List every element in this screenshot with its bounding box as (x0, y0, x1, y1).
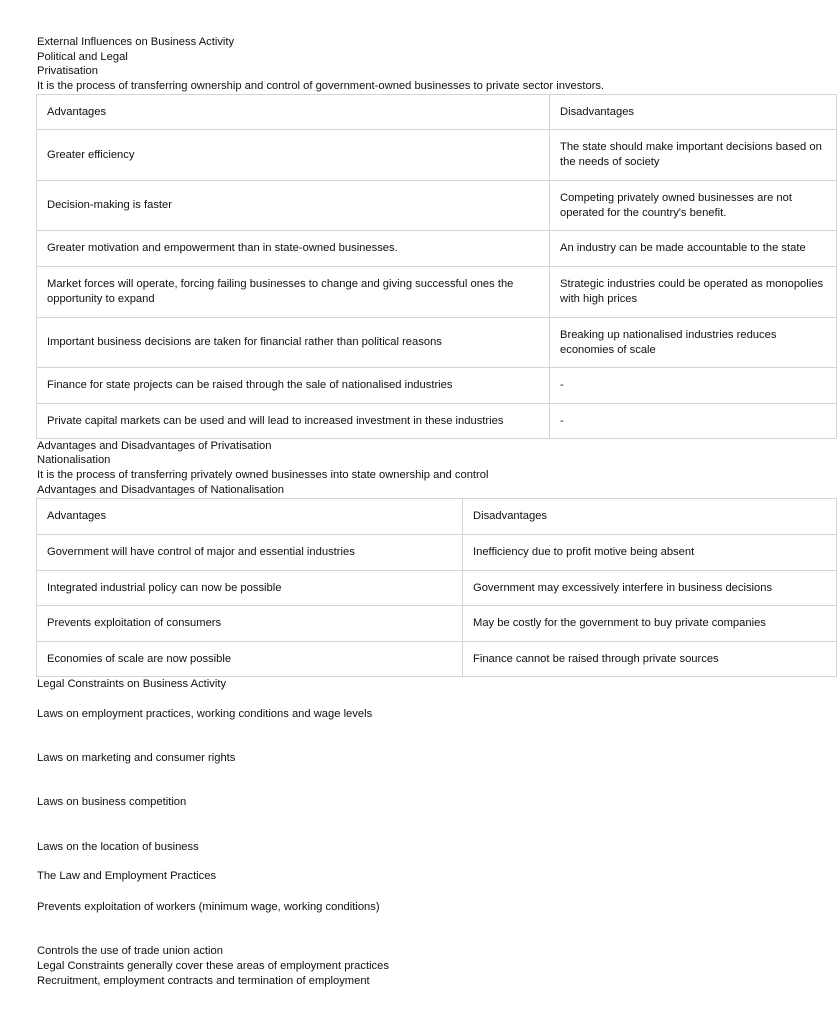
table-row (37, 535, 837, 571)
header-cell-advantages: Advantages (37, 95, 550, 130)
table-row (37, 368, 837, 404)
advantage-cell: Government will have control of major and essential industries (37, 535, 463, 571)
disadvantage-cell: - (550, 404, 837, 439)
advantage-cell: Market forces will operate, forcing failing businesses to change and giving successful ones the opportunity to expand (37, 267, 550, 318)
disadvantage-cell: - (550, 368, 837, 404)
table-header-row (37, 499, 837, 535)
legal-constraints-heading: Legal Constraints on Business Activity (37, 678, 227, 690)
employment-item: Controls the use of trade union action (37, 945, 223, 957)
table-row (37, 606, 837, 642)
table-row (37, 318, 837, 368)
table-row (37, 130, 837, 181)
legal-item: Laws on business competition (37, 796, 187, 808)
advantage-cell: Greater motivation and empowerment than in state-owned businesses. (37, 231, 550, 267)
header-cell-advantages: Advantages (37, 499, 463, 535)
disadvantage-cell: The state should make important decisions based on the needs of society (550, 130, 837, 181)
disadvantage-cell: Competing privately owned businesses are not operated for the country's benefit. (550, 181, 837, 231)
legal-item: Laws on the location of business (37, 841, 199, 853)
privatisation-definition: It is the process of transferring ownership and control of government-owned businesses to private sector investors. (37, 80, 605, 92)
table-row (37, 642, 837, 677)
disadvantage-cell: Government may excessively interfere in business decisions (463, 571, 837, 606)
legal-item: Laws on employment practices, working conditions and wage levels (37, 708, 373, 720)
privatisation-table-caption: Advantages and Disadvantages of Privatisation (37, 440, 272, 452)
disadvantage-cell: May be costly for the government to buy private companies (463, 606, 837, 642)
advantage-cell: Integrated industrial policy can now be possible (37, 571, 463, 606)
disadvantage-cell: Breaking up nationalised industries reduces economies of scale (550, 318, 837, 368)
privatisation-table (36, 94, 837, 439)
header-cell-disadvantages: Disadvantages (463, 499, 837, 535)
nationalisation-definition: It is the process of transferring privately owned businesses into state ownership and control (37, 469, 489, 481)
advantage-cell: Important business decisions are taken for financial rather than political reasons (37, 318, 550, 368)
section-heading: Political and Legal (37, 51, 128, 63)
legal-item: Laws on marketing and consumer rights (37, 752, 236, 764)
nationalisation-table-caption: Advantages and Disadvantages of Nationalisation (37, 484, 284, 496)
table-row (37, 571, 837, 606)
employment-practices-heading: The Law and Employment Practices (37, 870, 217, 882)
table-row (37, 404, 837, 439)
advantage-cell: Private capital markets can be used and will lead to increased investment in these industries (37, 404, 550, 439)
advantage-cell: Economies of scale are now possible (37, 642, 463, 677)
document-title: External Influences on Business Activity (37, 36, 235, 48)
employment-item: Legal Constraints generally cover these areas of employment practices (37, 960, 389, 972)
employment-item: Recruitment, employment contracts and termination of employment (37, 975, 370, 987)
subsection-heading: Privatisation (37, 65, 98, 77)
table-row (37, 267, 837, 318)
employment-item: Prevents exploitation of workers (minimum wage, working conditions) (37, 901, 380, 913)
advantage-cell: Finance for state projects can be raised through the sale of nationalised industries (37, 368, 550, 404)
disadvantage-cell: Strategic industries could be operated as monopolies with high prices (550, 267, 837, 318)
nationalisation-heading: Nationalisation (37, 454, 111, 466)
advantage-cell: Prevents exploitation of consumers (37, 606, 463, 642)
disadvantage-cell: Finance cannot be raised through private sources (463, 642, 837, 677)
advantage-cell: Decision-making is faster (37, 181, 550, 231)
table-header-row (37, 95, 837, 130)
header-cell-disadvantages: Disadvantages (550, 95, 837, 130)
disadvantage-cell: An industry can be made accountable to the state (550, 231, 837, 267)
table-row (37, 181, 837, 231)
advantage-cell: Greater efficiency (37, 130, 550, 181)
disadvantage-cell: Inefficiency due to profit motive being absent (463, 535, 837, 571)
nationalisation-table (36, 498, 837, 677)
table-row (37, 231, 837, 267)
